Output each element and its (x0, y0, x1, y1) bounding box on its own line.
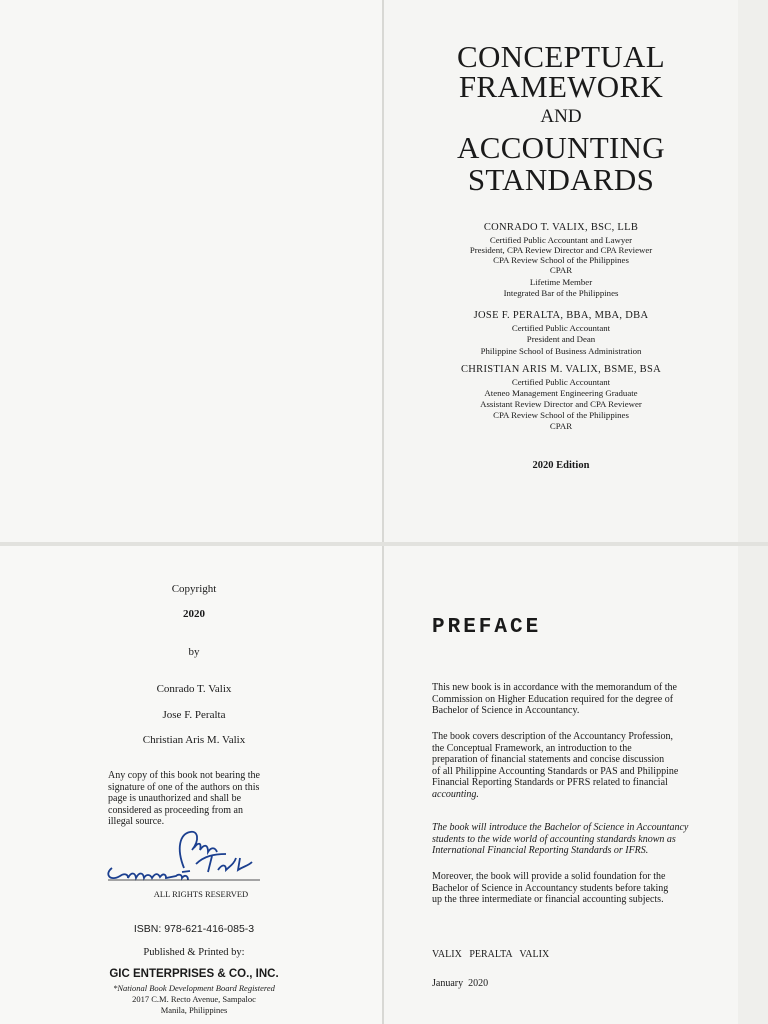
book-title-line-2: FRAMEWORK (458, 69, 664, 104)
published-by-label: Published & Printed by: (143, 947, 245, 958)
notice-line: Any copy of this book not bearing the (108, 770, 260, 781)
title-page (384, 0, 738, 542)
preface-paragraph (432, 822, 715, 857)
book-title-line-3: ACCOUNTING (457, 130, 665, 165)
preface-date: January 2020 (432, 978, 489, 989)
copyright-author: Conrado T. Valix (156, 683, 232, 695)
notice-line: signature of one of the authors on this (108, 781, 260, 793)
author-1-credential: Integrated Bar of the Philippines (503, 288, 619, 298)
by-label: by (188, 646, 200, 658)
publisher-address: Manila, Philippines (160, 1005, 228, 1015)
copyright-year: 2020 (183, 608, 205, 620)
preface-line: of all Philippine Accounting Standards or PAS and Philippine (432, 765, 679, 777)
preface-line: The book will introduce the Bachelor of Science in Accountancy (432, 822, 689, 833)
preface-signatories: VALIX PERALTA VALIX (432, 949, 550, 960)
author-3-credential: Certified Public Accountant (511, 377, 611, 387)
author-1-credential: CPA Review School of the Philippines (493, 255, 629, 265)
book-title-and: AND (540, 106, 582, 127)
preface-paragraph (432, 871, 715, 906)
author-2-credential: Philippine School of Business Administration (480, 346, 642, 356)
page-divider (0, 542, 768, 546)
preface-page (384, 546, 738, 1024)
rights-reserved: ALL RIGHTS RESERVED (153, 889, 249, 899)
author-1-credential: Certified Public Accountant and Lawyer (489, 235, 633, 245)
preface-line: students to the wide world of accounting standards known as (432, 833, 676, 845)
authenticity-notice (108, 770, 284, 828)
book-title-line-1: CONCEPTUAL (457, 39, 665, 74)
author-3-credential: CPAR (549, 421, 573, 431)
copyright-page (0, 546, 382, 1024)
copyright-author: Christian Aris M. Valix (142, 734, 246, 746)
preface-line: up the three intermediate or financial accounting subjects. (432, 894, 664, 905)
notice-line: illegal source. (108, 816, 165, 827)
blank-page (0, 0, 382, 542)
isbn: ISBN: 978-621-416-085-3 (133, 923, 255, 935)
author-2-credential: Certified Public Accountant (511, 323, 611, 333)
preface-line: Moreover, the book will provide a solid foundation for the (432, 871, 666, 882)
preface-line: This new book is in accordance with the memorandum of the (432, 682, 677, 693)
preface-line: Bachelor of Science in Accountancy students before taking (432, 882, 669, 894)
author-1-credential: President, CPA Review Director and CPA Reviewer (469, 245, 653, 255)
author-3-credential: CPA Review School of the Philippines (493, 410, 629, 420)
copyright-author: Jose F. Peralta (162, 709, 226, 721)
page-gutter (382, 0, 384, 1024)
edition-label: 2020 Edition (532, 460, 590, 471)
author-signature (100, 828, 270, 890)
preface-line: Bachelor of Science in Accountancy. (432, 705, 580, 716)
publisher-name: GIC ENTERPRISES & CO., INC. (109, 968, 279, 980)
preface-line: Commission on Higher Education required for the degree of (432, 693, 674, 705)
publisher-registration: *National Book Development Board Registered (113, 983, 275, 993)
author-3-credential: Assistant Review Director and CPA Reviewer (480, 399, 642, 409)
preface-line: accounting. (432, 788, 479, 800)
preface-line: Financial Reporting Standards or PFRS related to financial (432, 777, 668, 788)
preface-heading: PREFACE (432, 616, 542, 639)
preface-paragraph (432, 682, 715, 717)
author-1-name: CONRADO T. VALIX, BSC, LLB (483, 222, 639, 233)
preface-paragraph (432, 731, 715, 800)
author-1-credential: Lifetime Member (529, 277, 593, 287)
preface-line: the Conceptual Framework, an introduction to the (432, 742, 632, 754)
preface-line: preparation of financial statements and concise discussion (432, 754, 665, 765)
notice-line: considered as proceeding from an (108, 804, 243, 816)
copyright-label: Copyright (171, 583, 217, 595)
author-2-name: JOSE F. PERALTA, BBA, MBA, DBA (473, 310, 649, 321)
author-3-name: CHRISTIAN ARIS M. VALIX, BSME, BSA (460, 364, 661, 375)
author-1-credential: CPAR (549, 265, 573, 275)
publisher-address: 2017 C.M. Recto Avenue, Sampaloc (132, 994, 256, 1004)
preface-line: International Financial Reporting Standards or IFRS. (432, 845, 649, 856)
preface-line: The book covers description of the Accountancy Profession, (432, 731, 674, 742)
author-3-credential: Ateneo Management Engineering Graduate (484, 388, 638, 398)
notice-line: page is unauthorized and shall be (108, 793, 242, 804)
author-2-credential: President and Dean (526, 334, 596, 344)
page-edge (738, 0, 768, 1024)
book-title-line-4: STANDARDS (467, 162, 655, 197)
